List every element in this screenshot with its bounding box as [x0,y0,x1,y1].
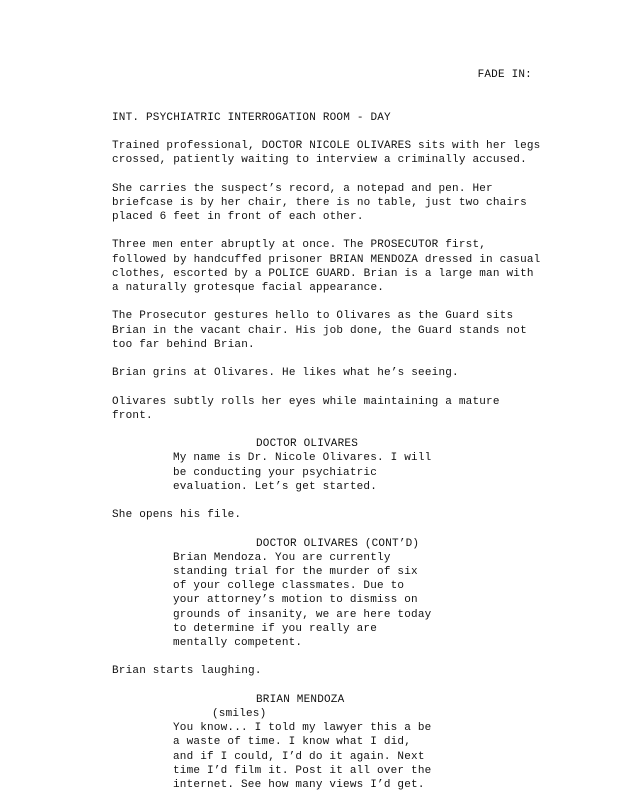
action-paragraph: She carries the suspect’s record, a notepad and pen. Her briefcase is by her chair, there is no table, just two chairs placed 6 feet in front of each other. [112,182,534,223]
action-paragraph: Olivares subtly rolls her eyes while maintaining a mature front. [112,395,507,422]
dialogue-block: My name is Dr. Nicole Olivares. I will be conducting your psychiatric evaluation. Let’s get started. [173,452,439,493]
scene-heading: INT. PSYCHIATRIC INTERROGATION ROOM - DAY [112,111,391,124]
action-paragraph: Trained professional, DOCTOR NICOLE OLIVARES sits with her legs crossed, patiently waiting to interview a criminally accused. [112,139,548,167]
dialogue-block: Brian Mendoza. You are currently standing trial for the murder of six of your college classmates. Due to your attorney’s motion to dismiss on grounds of insanity, we are here today to determine if you really are mentally competent. [173,551,439,649]
action-paragraph: She opens his file. [112,509,242,522]
action-paragraph: The Prosecutor gestures hello to Olivares as the Guard sits Brian in the vacant chair. His job done, the Guard stands not too far behind Brian. [112,310,534,351]
character-cue: DOCTOR OLIVARES [256,438,359,451]
character-cue: BRIAN MENDOZA [256,693,345,706]
action-paragraph: Three men enter abruptly at once. The PROSECUTOR first, followed by handcuffed prisoner BRIAN MENDOZA dressed in casual clothes, escorted by a POLICE GUARD. Brian is a large man with a naturally grotesque facial appearance. [112,239,548,294]
character-cue: DOCTOR OLIVARES (CONT’D) [256,537,420,550]
parenthetical: (smiles) [212,707,267,720]
action-paragraph: Brian starts laughing. [112,665,262,678]
action-paragraph: Brian grins at Olivares. He likes what he’s seeing. [112,367,459,380]
dialogue-block: You know... I told my lawyer this a be a waste of time. I know what I did, and if I could, I’d do it again. Next time I’d film it. Post it all over the internet. See how many views I’d get. [173,722,439,791]
transition-line: FADE IN: [477,69,532,81]
